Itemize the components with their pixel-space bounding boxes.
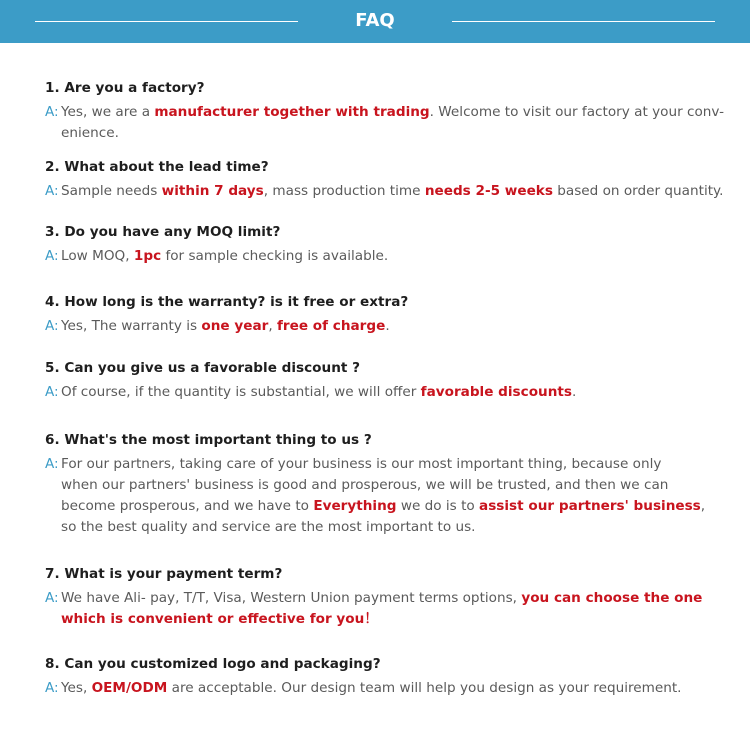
answer-prefix: A: [45,456,59,472]
faq-item-4 [45,293,715,337]
header-divider-right [452,21,715,22]
answer-prefix: A: [45,384,59,400]
answer-text: when our partners' business is good and prosperous, we will be trusted, and then we can [61,477,669,493]
answer-text: , [700,498,706,514]
answer-text: become prosperous, and we have to [61,498,314,514]
faq-item-7 [45,565,715,630]
answer-text: Of course, if the quantity is substantial, we will offer [61,384,421,400]
answer-text: , mass production time [263,183,425,199]
answer-prefix: A: [45,248,59,264]
answer-highlight: which is convenient or effective for you！ [61,611,378,627]
faq-item-1 [45,79,724,144]
faq-answer [45,588,715,630]
answer-prefix: A: [45,590,59,606]
answer-text: enience. [61,125,119,141]
answer-text: we do is to [396,498,480,514]
answer-highlight: Everything [313,498,397,514]
faq-question: 5. Can you give us a favorable discount ? [45,360,360,376]
faq-item-5 [45,359,715,403]
answer-text: Yes, The warranty is [61,318,202,334]
faq-answer [45,678,715,699]
answer-prefix: A: [45,318,59,334]
answer-text: For our partners, taking care of your business is our most important thing, because only [61,456,662,472]
faq-answer [45,454,715,538]
answer-text: so the best quality and service are the most important to us. [61,519,476,535]
faq-question: 7. What is your payment term? [45,566,283,582]
answer-highlight: favorable discounts [420,384,572,400]
answer-text: , [268,318,277,334]
answer-text: . Welcome to visit our factory at your conv- [429,104,724,120]
faq-header-banner [0,0,750,43]
faq-answer [45,316,715,337]
faq-question: 4. How long is the warranty? is it free or extra? [45,294,409,310]
answer-highlight: needs 2-5 weeks [424,183,553,199]
answer-highlight: you can choose the one [521,590,703,606]
faq-answer [45,181,724,202]
faq-question: 3. Do you have any MOQ limit? [45,224,281,240]
faq-item-3 [45,223,715,267]
faq-answer [45,382,715,403]
faq-question: 1. Are you a factory? [45,80,205,96]
faq-item-2 [45,158,724,202]
faq-question: 8. Can you customized logo and packaging? [45,656,381,672]
answer-text: Sample needs [61,183,162,199]
answer-prefix: A: [45,104,59,120]
answer-text: are acceptable. Our design team will help you design as your requirement. [167,680,682,696]
answer-text: based on order quantity. [552,183,724,199]
faq-title: FAQ [355,10,395,31]
answer-text: Yes, we are a [61,104,155,120]
answer-highlight: within 7 days [161,183,264,199]
answer-prefix: A: [45,183,59,199]
answer-text: Yes, [61,680,92,696]
answer-highlight: manufacturer together with trading [154,104,430,120]
answer-text: . [385,318,390,334]
faq-item-8 [45,655,715,699]
answer-highlight: 1pc [133,248,162,264]
answer-text: We have Ali- pay, T/T, Visa, Western Union payment terms options, [61,590,522,606]
answer-highlight: free of charge [277,318,386,334]
answer-highlight: assist our partners' business [479,498,701,514]
answer-prefix: A: [45,680,59,696]
answer-highlight: one year [201,318,269,334]
faq-answer [45,246,715,267]
faq-question: 2. What about the lead time? [45,159,269,175]
faq-question: 6. What's the most important thing to us ? [45,432,372,448]
answer-highlight: OEM/ODM [91,680,168,696]
answer-text: Low MOQ, [61,248,134,264]
answer-text: . [572,384,577,400]
answer-text: for sample checking is available. [161,248,389,264]
faq-answer [45,102,724,144]
faq-item-6 [45,431,715,538]
